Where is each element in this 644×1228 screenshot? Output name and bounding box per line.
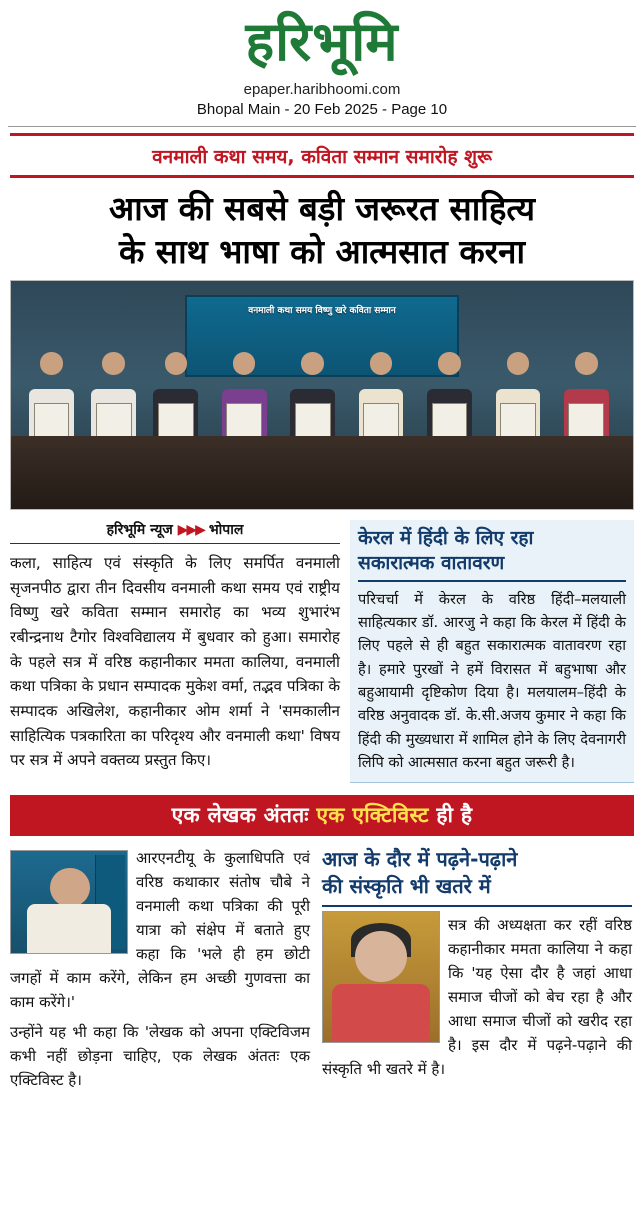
bottom-right-heading xyxy=(322,846,632,907)
sidebar-title-line-2: सकारात्मक वातावरण xyxy=(358,551,505,574)
main-article-photo xyxy=(10,280,634,510)
banner-part-1: एक लेखक अंततः xyxy=(171,803,317,828)
speaker-photo-female xyxy=(322,911,440,1043)
sidebar-box xyxy=(350,520,634,783)
bottom-right-column xyxy=(322,846,632,1092)
headline-line-1: आज की सबसे बड़ी जरूरत साहित्य xyxy=(108,189,536,229)
byline-place: भोपाल xyxy=(208,522,244,539)
sidebar-title-line-1: केरल में हिंदी के लिए रहा xyxy=(358,527,534,550)
divider-thin xyxy=(8,126,636,127)
article-body-text: कला, साहित्य एवं संस्कृति के लिए समर्पित वनमाली सृजनपीठ द्वारा तीन दिवसीय वनमाली कथा समय एवं राष्ट्रीय विष्णु खरे कविता सम्मान समारोह का भव्य शुभारंभ रबीन्द्रनाथ टैगोर विश्वविद्यालय में बुधवार को हुआ। समारोह के पहले सत्र में वरिष्ठ कहानीकार ममता कालिया, वनमाली कथा पत्रिका के प्रधान सम्पादक मुकेश वर्मा, तद्भव पत्रिका के सम्पादक अखिलेश, कहानीकार ओम शर्मा ने 'समकालीन साहित्यिक पत्रकारिता का परिदृश्य और वनमाली कथा' विषय पर सत्र में अपने वक्तव्य प्रस्तुत किए। xyxy=(10,554,340,770)
speaker-photo-male xyxy=(10,850,128,954)
epaper-url: epaper.haribhoomi.com xyxy=(243,80,401,98)
bottom-left-photo-wrap xyxy=(10,850,128,954)
sidebar-box-text: परिचर्चा में केरल के वरिष्ठ हिंदी–मलयाली साहित्यकार डॉ. आरजु ने कहा कि केरल में हिंदी के लिए पहले से ही बहुत सकारात्मक वातावरण रहा है। हमारे पुरखों ने हमें विरासत में बहुभाषा और बहुआयामी दृष्टिकोण दिया है। मलयालम–हिंदी के वरिष्ठ अनुवादक डॉ. के.सी.अजय कुमार ने कहा कि हिंदी की मुख्यधारा में शामिल होने के लिए देवनागरी लिपि को आत्मसात करना बहुत जरूरी है। xyxy=(358,590,626,771)
edition-line: Bhopal Main - 20 Feb 2025 - Page 10 xyxy=(196,100,448,118)
publication-logo: हरिभूमि xyxy=(245,10,399,73)
article-headline xyxy=(12,188,632,274)
masthead xyxy=(0,0,644,126)
headline-line-2: के साथ भाषा को आत्मसात करना xyxy=(118,232,526,272)
bottom-left-column xyxy=(10,846,310,1092)
banner-part-2: ही है xyxy=(436,803,473,828)
bottom-right-heading-line-1: आज के दौर में पढ़ने-पढ़ाने xyxy=(322,847,518,872)
article-kicker: वनमाली कथा समय, कविता सम्मान समारोह शुरू xyxy=(152,145,492,168)
section-banner xyxy=(10,795,634,836)
article-main-column xyxy=(10,520,340,783)
byline-source: हरिभूमि न्यूज xyxy=(106,522,173,539)
bottom-right-heading-line-2: की संस्कृति भी खतरे में xyxy=(322,874,491,899)
byline-arrow-icon: ▶▶▶ xyxy=(177,522,204,539)
divider-red-bottom xyxy=(10,175,634,178)
bottom-left-text-1: आरएनटीयू के कुलाधिपति एवं वरिष्ठ कथाकार संतोष चौबे ने वनमाली कथा पत्रिका की पूरी यात्रा को संक्षेप में बताते हुए कहा कि 'भले ही हम छोटी जगहों में काम करेंगे, लेकिन हम अच्छी गुणवत्ता का काम करेंगे।' xyxy=(10,849,310,1012)
backdrop-text: वनमाली कथा समय विष्णु खरे कविता सम्मान xyxy=(248,305,396,316)
bottom-right-text: सत्र की अध्यक्षता कर रहीं वरिष्ठ कहानीकार ममता कालिया ने कहा कि 'यह ऐसा दौर है जहां आधा समाज चीजों को बेच रहा है और आधा समाज चीजों को खरीद रहा है। इस दौर में पढ़ने-पढ़ाने की संस्कृति भी खतरे में है। xyxy=(322,916,632,1079)
photo-stage-floor xyxy=(11,436,633,509)
bottom-columns xyxy=(10,846,634,1092)
divider-red-top xyxy=(10,133,634,136)
byline xyxy=(10,520,340,544)
bottom-left-text-2: उन्होंने यह भी कहा कि 'लेखक को अपना एक्टिविजम कभी नहीं छोड़ना चाहिए, एक लेखक अंततः एक एक्टिविस्ट है। xyxy=(10,1023,310,1090)
banner-highlight: एक एक्टिविस्ट xyxy=(316,803,437,828)
article-sidebar-column xyxy=(350,520,634,783)
article-columns xyxy=(10,520,634,783)
sidebar-box-title xyxy=(358,520,626,581)
